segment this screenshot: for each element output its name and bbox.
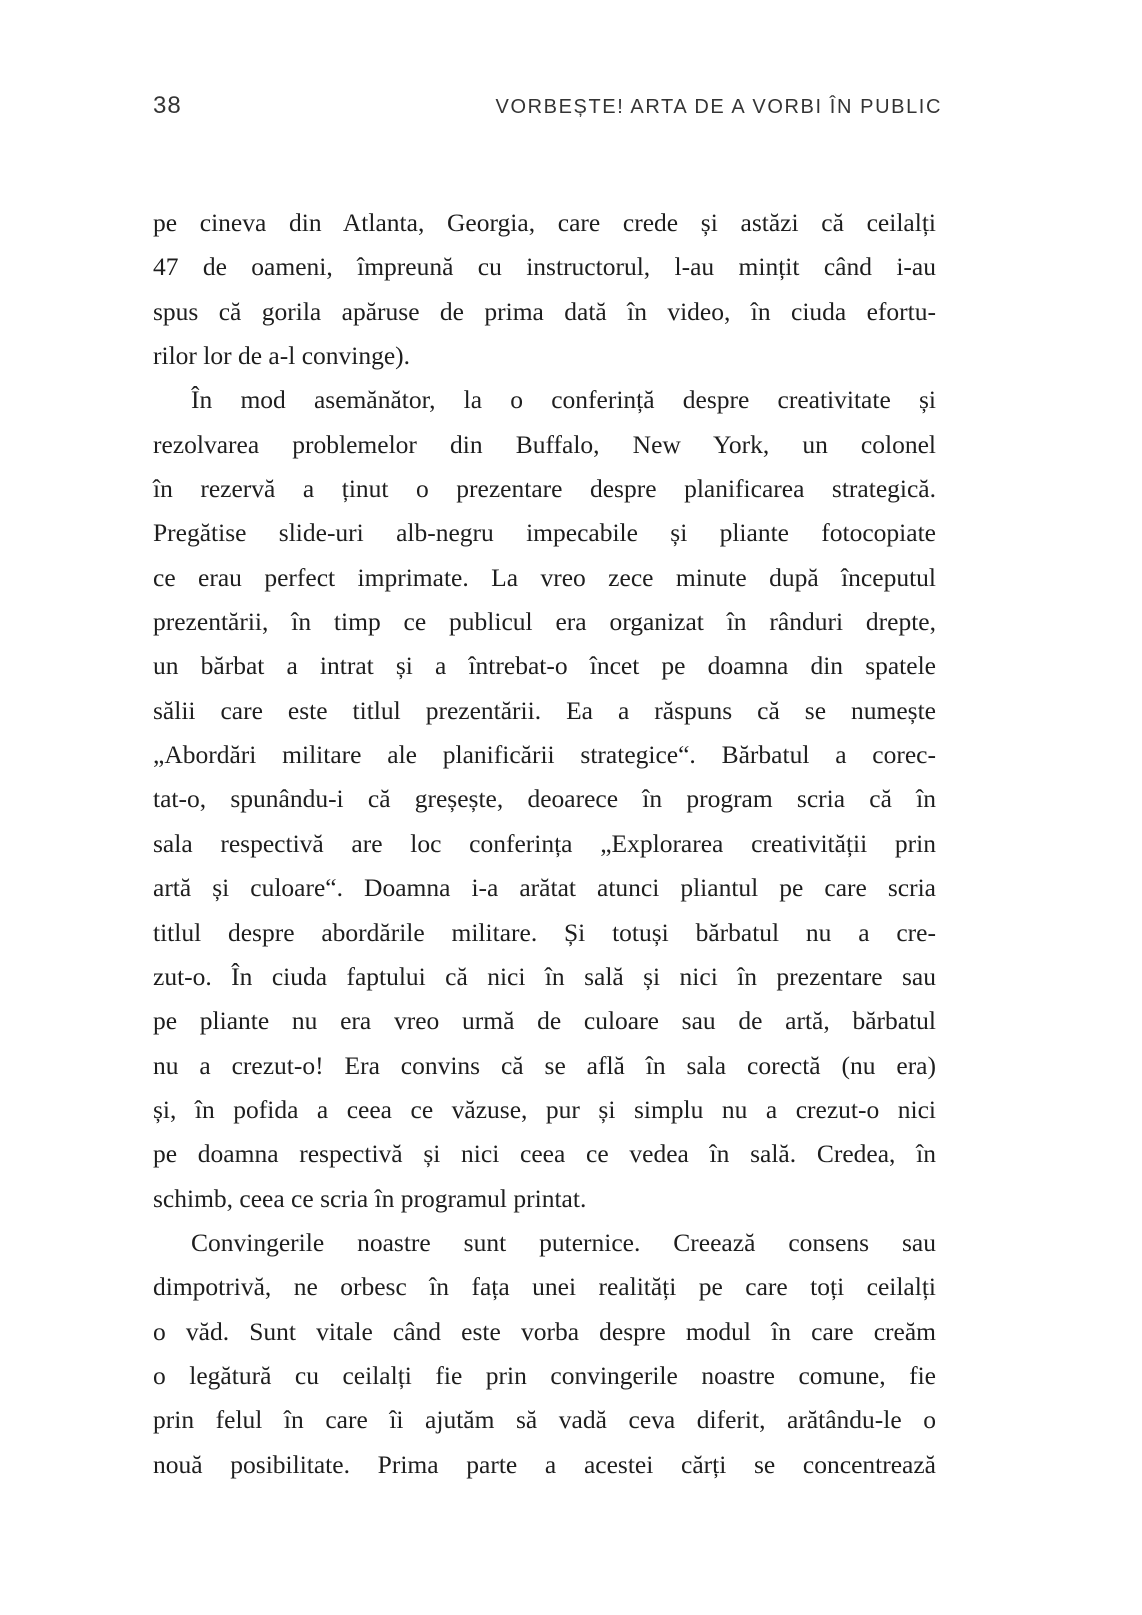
text-line: artă și culoare“. Doamna i-a arătat atunci pliantul pe care scria — [153, 873, 936, 903]
running-title: VORBEȘTE! ARTA DE A VORBI ÎN PUBLIC — [495, 96, 942, 118]
text-line: pe cineva din Atlanta, Georgia, care crede și astăzi că ceilalți — [153, 208, 936, 237]
text-line: rilor lor de a-l convinge). — [153, 341, 411, 371]
text-line: În mod asemănător, la o conferință despre creativitate și — [191, 385, 936, 415]
text-line: prezentării, în timp ce publicul era organizat în rânduri drepte, — [153, 607, 936, 637]
paragraph — [153, 1221, 936, 1487]
text-line: sălii care este titlul prezentării. Ea a răspuns că se numește — [153, 695, 936, 725]
text-line: pe pliante nu era vreo urmă de culoare sau de artă, bărbatul — [153, 1006, 936, 1036]
text-line: un bărbat a intrat și a întrebat-o încet pe doamna din spatele — [153, 651, 936, 681]
text-line: „Abordări militare ale planificării strategice“. Bărbatul a corec- — [153, 740, 936, 770]
paragraph — [153, 378, 936, 1221]
text-line: o văd. Sunt vitale când este vorba despre modul în care creăm — [153, 1316, 936, 1346]
running-header — [153, 94, 942, 118]
text-line: pe doamna respectivă și nici ceea ce vedea în sală. Credea, în — [153, 1139, 936, 1169]
text-line: în rezervă a ținut o prezentare despre planificarea strategică. — [153, 474, 936, 504]
text-line: sala respectivă are loc conferința „Explorarea creativității prin — [153, 828, 936, 858]
page-number: 38 — [153, 92, 182, 119]
text-line: spus că gorila apăruse de prima dată în video, în ciuda efortu- — [153, 296, 936, 326]
text-line: zut-o. În ciuda faptului că nici în sală și nici în prezentare sau — [153, 961, 936, 991]
text-line: rezolvarea problemelor din Buffalo, New York, un colonel — [153, 429, 936, 459]
text-line: ce erau perfect imprimate. La vreo zece minute după începutul — [153, 562, 936, 592]
text-line: nu a crezut-o! Era convins că se află în sala corectă (nu era) — [153, 1050, 936, 1080]
text-line: Pregătise slide-uri alb-negru impecabile și pliante fotocopiate — [153, 518, 936, 548]
text-line: și, în pofida a ceea ce văzuse, pur și simplu nu a crezut-o nici — [153, 1094, 936, 1124]
text-line: o legătură cu ceilalți fie prin convingerile noastre comune, fie — [153, 1360, 936, 1390]
text-line: Convingerile noastre sunt puternice. Creează consens sau — [191, 1227, 936, 1257]
text-line: schimb, ceea ce scria în programul printat. — [153, 1183, 587, 1213]
text-line: nouă posibilitate. Prima parte a acestei cărți se concentrează — [153, 1449, 936, 1479]
body-text — [153, 201, 936, 1487]
text-line: prin felul în care îi ajutăm să vadă ceva diferit, arătându-le o — [153, 1405, 936, 1435]
paragraph — [153, 201, 936, 378]
text-line: titlul despre abordările militare. Și totuși bărbatul nu a cre- — [153, 917, 936, 947]
text-line: dimpotrivă, ne orbesc în fața unei realități pe care toți ceilalți — [153, 1272, 936, 1302]
text-line: 47 de oameni, împreună cu instructorul, l-au mințit când i-au — [153, 252, 936, 282]
text-line: tat-o, spunându-i că greșește, deoarece în program scria că în — [153, 784, 936, 814]
